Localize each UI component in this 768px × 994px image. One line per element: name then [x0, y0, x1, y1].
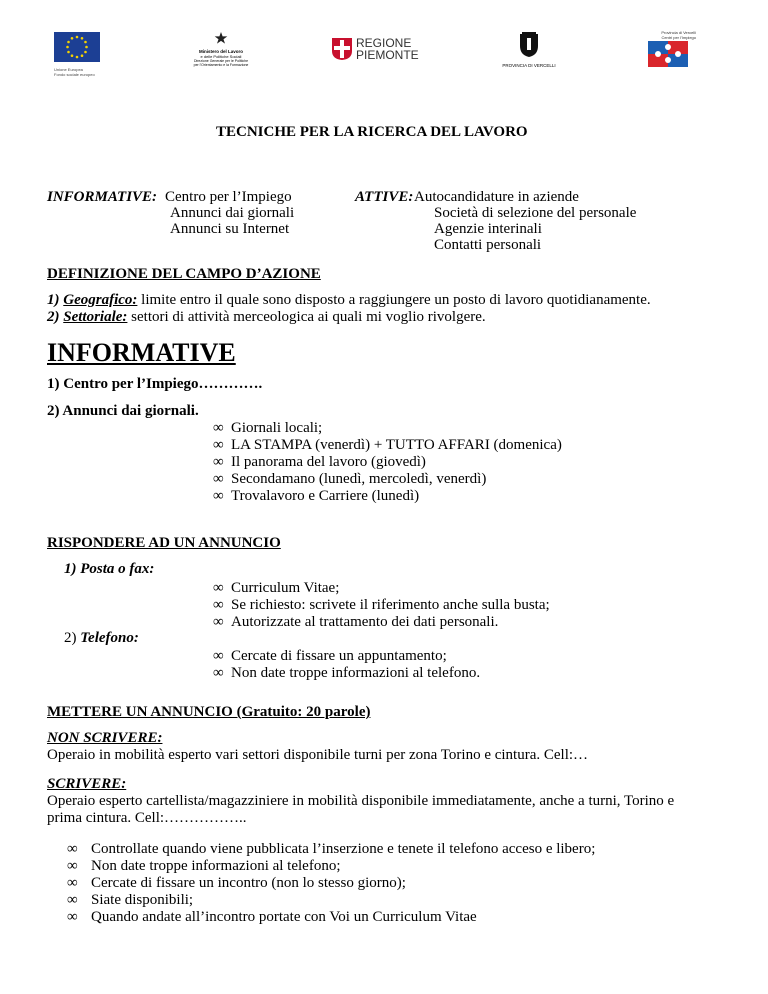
infinity-bullet-icon: ∞	[213, 580, 224, 596]
puzzle-icon	[648, 41, 688, 67]
vercelli-crest-icon	[518, 32, 540, 58]
infinity-bullet-icon: ∞	[213, 597, 224, 613]
piemonte-shield-icon	[331, 37, 353, 61]
list-item: ∞ Trovalavoro e Carriere (lunedì)	[213, 488, 420, 504]
list-item: ∞ LA STAMPA (venerdì) + TUTTO AFFARI (domenica)	[213, 437, 562, 453]
ministero-logo	[186, 32, 256, 77]
campo-num: 2)	[47, 309, 60, 325]
campo-text: limite entro il quale sono disposto a raggiungere un posto di lavoro quotidianamente.	[141, 292, 651, 308]
informative-heading: INFORMATIVE	[47, 338, 236, 367]
centro-line-2: Centri per l'Impiego	[661, 35, 696, 40]
ministero-line-4: per l'Orientamento e la Formazione	[193, 63, 249, 67]
eu-caption-1: Unione Europea	[54, 67, 83, 72]
campo-label: Settoriale:	[63, 309, 128, 325]
list-item: ∞ Controllate quando viene pubblicata l’inserzione e tenete il telefono acceso e libero;	[67, 841, 596, 857]
regione-piemonte-logo	[331, 37, 421, 63]
eu-caption-2: Fondo sociale europeo	[54, 72, 95, 77]
campo-heading: DEFINIZIONE DEL CAMPO D’AZIONE	[47, 266, 321, 282]
infinity-bullet-icon: ∞	[213, 648, 224, 664]
ministero-line-2: e delle Politiche Sociali	[200, 54, 242, 59]
campo-item-settoriale	[47, 309, 486, 326]
infinity-bullet-icon: ∞	[213, 471, 224, 487]
list-item: ∞ Cercate di fissare un incontro (non lo stesso giorno);	[67, 875, 406, 891]
list-item: ∞ Non date troppe informazioni al telefono;	[67, 858, 341, 874]
non-scrivere-text: Operaio in mobilità esperto vari settori disponibile turni per zona Torino e cintura. Cell:…	[47, 747, 589, 763]
infinity-bullet-icon: ∞	[213, 437, 224, 453]
informative-col-item: Centro per l’Impiego	[165, 189, 292, 205]
posta-fax-label: 1) Posta o fax:	[64, 561, 155, 577]
centri-impiego-logo	[648, 30, 696, 70]
centro-line-1: Provincia di Vercelli	[661, 30, 696, 35]
ministero-line-3: Direzione Generale per le Politiche	[193, 59, 249, 63]
scrivere-text-line-1: Operaio esperto cartellista/magazziniere in mobilità disponibile immediatamente, anche a turni, Torino e	[47, 793, 675, 809]
campo-num: 1)	[47, 292, 60, 308]
eu-flag-icon	[54, 32, 100, 62]
informative-col-item: Annunci su Internet	[170, 221, 290, 237]
star-emblem-icon	[214, 32, 228, 44]
list-item: ∞ Quando andate all’incontro portate con Voi un Curriculum Vitae	[67, 909, 477, 925]
list-item: ∞ Non date troppe informazioni al telefono.	[213, 665, 481, 681]
infinity-bullet-icon: ∞	[67, 858, 78, 874]
attive-col-item: Autocandidature in aziende	[414, 189, 579, 205]
infinity-bullet-icon: ∞	[213, 614, 224, 630]
provincia-caption: PROVINCIA DI VERCELLI	[502, 63, 556, 68]
infinity-bullet-icon: ∞	[213, 488, 224, 504]
non-scrivere-label: NON SCRIVERE:	[47, 730, 163, 746]
regione-line-2: PIEMONTE	[356, 48, 419, 62]
infinity-bullet-icon: ∞	[67, 875, 78, 891]
attive-col-item: Contatti personali	[434, 237, 542, 253]
centro-impiego-line: 1) Centro per l’Impiego………….	[47, 376, 263, 392]
infinity-bullet-icon: ∞	[67, 909, 78, 925]
list-item: ∞ Cercate di fissare un appuntamento;	[213, 648, 447, 664]
list-item: ∞ Secondamano (lunedì, mercoledì, venerdì)	[213, 471, 487, 487]
attive-col-label: ATTIVE:	[355, 189, 414, 205]
eu-logo	[54, 32, 104, 82]
rispondere-heading: RISPONDERE AD UN ANNUNCIO	[47, 535, 281, 551]
mettere-heading: METTERE UN ANNUNCIO (Gratuito: 20 parole)	[47, 704, 371, 720]
infinity-bullet-icon: ∞	[67, 892, 78, 908]
list-item: ∞ Siate disponibili;	[67, 892, 194, 908]
list-item: ∞ Il panorama del lavoro (giovedì)	[213, 454, 426, 470]
provincia-vercelli-logo	[498, 32, 560, 72]
infinity-bullet-icon: ∞	[213, 454, 224, 470]
campo-label: Geografico:	[63, 292, 138, 308]
informative-col-label: INFORMATIVE:	[47, 189, 158, 205]
campo-text: settori di attività merceologica ai quali mi voglio rivolgere.	[131, 309, 486, 325]
regione-line-1: REGIONE	[356, 36, 412, 50]
annunci-giornali-line: 2) Annunci dai giornali.	[47, 403, 199, 419]
list-item: ∞ Autorizzate al trattamento dei dati personali.	[213, 614, 499, 630]
scrivere-text-line-2: prima cintura. Cell:……………..	[47, 810, 247, 826]
page-title: TECNICHE PER LA RICERCA DEL LAVORO	[216, 124, 528, 140]
list-item: ∞ Curriculum Vitae;	[213, 580, 340, 596]
attive-col-item: Società di selezione del personale	[434, 205, 637, 221]
campo-item-geografico	[47, 292, 651, 309]
list-item: ∞ Se richiesto: scrivete il riferimento anche sulla busta;	[213, 597, 550, 613]
attive-col-item: Agenzie interinali	[434, 221, 542, 237]
informative-col-item: Annunci dai giornali	[170, 205, 295, 221]
list-item: ∞ Giornali locali;	[213, 420, 323, 436]
infinity-bullet-icon: ∞	[67, 841, 78, 857]
telefono-label: 2) Telefono:	[64, 630, 139, 646]
infinity-bullet-icon: ∞	[213, 665, 224, 681]
infinity-bullet-icon: ∞	[213, 420, 224, 436]
scrivere-label: SCRIVERE:	[47, 776, 127, 792]
ministero-line-1: Ministero del Lavoro	[198, 49, 243, 54]
